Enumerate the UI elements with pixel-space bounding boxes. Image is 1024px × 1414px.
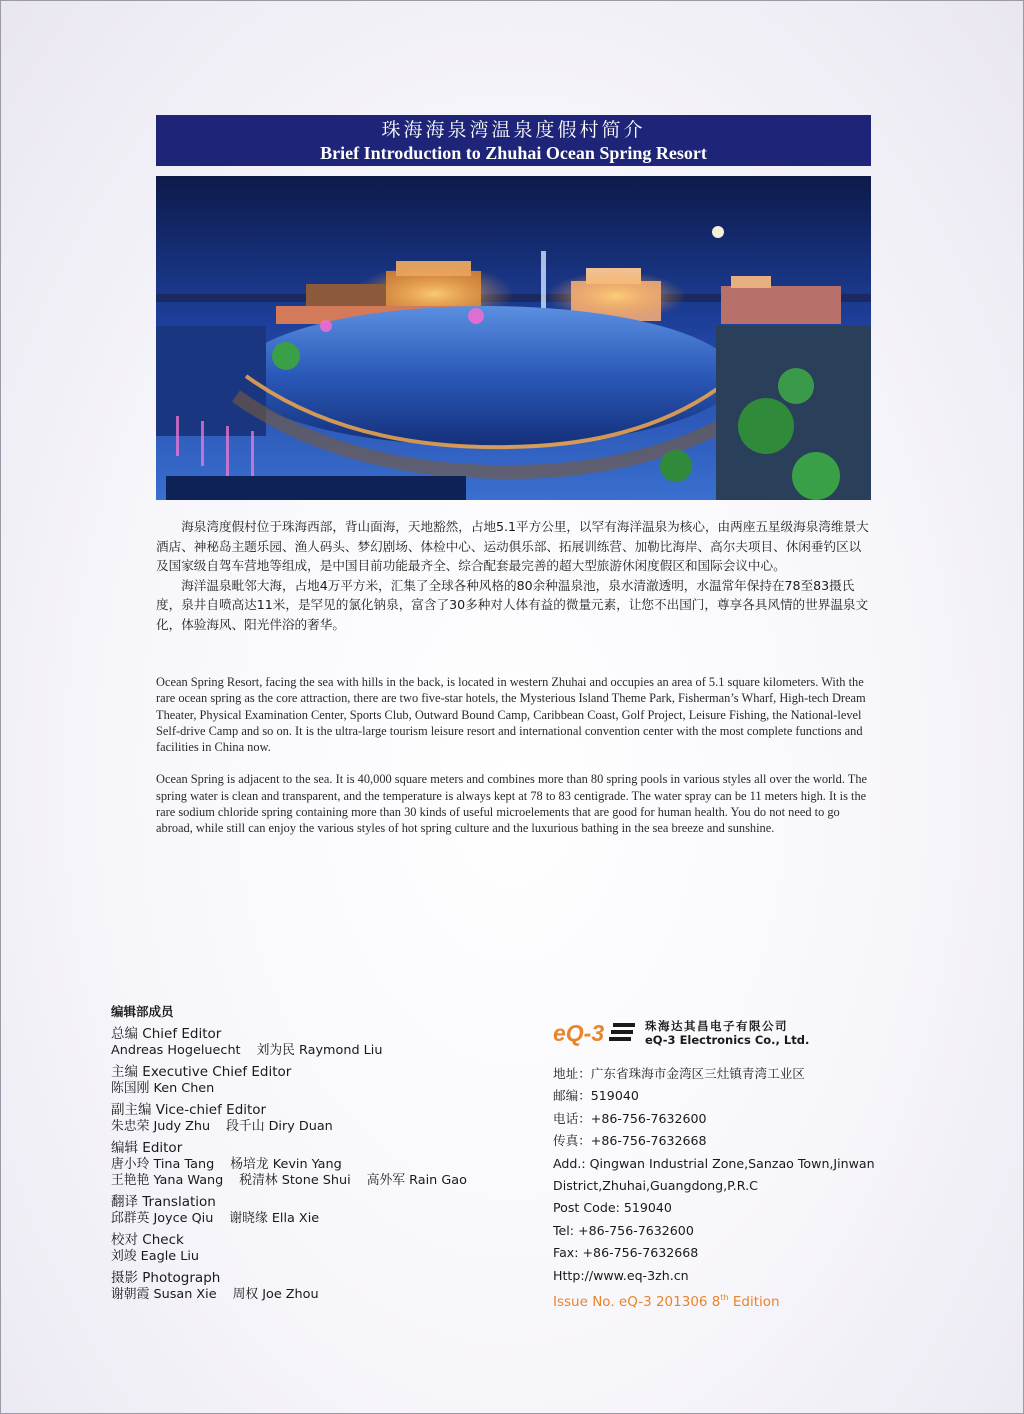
company-address-cn: 地址：广东省珠海市金湾区三灶镇青湾工业区 xyxy=(553,1066,805,1081)
company-address-en-2: District,Zhuhai,Guangdong,P.R.C xyxy=(553,1178,758,1194)
editorial-member-name: 谢朝霞 Susan Xie xyxy=(111,1287,217,1302)
editorial-member-name: 税清林 Stone Shui xyxy=(239,1173,351,1188)
issue-prefix: Issue No. eQ-3 201306 8 xyxy=(553,1294,721,1311)
editorial-group xyxy=(111,1063,531,1097)
editorial-names-row xyxy=(111,1157,531,1173)
editorial-names-row xyxy=(111,1249,531,1265)
editorial-member-name: 刘竣 Eagle Liu xyxy=(111,1249,200,1264)
intro-cn-paragraph: 海洋温泉毗邻大海，占地4万平方米，汇集了全球各种风格的80余种温泉池，泉水清澈透明，水温常年保持在78至83摄氏度，泉井自喷高达11米，是罕见的氯化钠泉，富含了30多种对人体有益的微量元素，让您不出国门，尊享各具风情的世界温泉文化，体验海风、阳光伴浴的奢华。 xyxy=(156,577,869,632)
editorial-team xyxy=(111,1003,531,1307)
intro-en-paragraph: Ocean Spring is adjacent to the sea. It is 40,000 square meters and combines more than 80 spring pools in various styles all over the world. The spring water is clean and transparent, and the temperature is always kept at 78 to 83 centigrade. The water spray can be 11 meters high. It is the rare sodium chloride spring containing more than 30 kinds of useful microelements that are good for human health. You do not need to go abroad, while still can enjoy the various styles of hot spring culture and the luxurious bathing in the sea breeze and sunshine. xyxy=(156,772,868,836)
editorial-group xyxy=(111,1139,531,1189)
company-logo-row xyxy=(553,1017,953,1049)
company-fax-en: Fax: +86-756-7632668 xyxy=(553,1245,699,1261)
company-address-en-1: Add.: Qingwan Industrial Zone,Sanzao Town,Jinwan xyxy=(553,1155,875,1171)
logo-letter-e: eQ-3 xyxy=(553,1020,605,1046)
editorial-role: 编辑 Editor xyxy=(111,1140,183,1156)
editorial-names-row xyxy=(111,1043,531,1059)
editorial-group xyxy=(111,1025,531,1059)
editorial-names-row xyxy=(111,1287,531,1303)
editorial-heading: 编辑部成员 xyxy=(111,1004,174,1019)
editorial-names-row xyxy=(111,1173,531,1189)
editorial-role: 摄影 Photograph xyxy=(111,1270,221,1286)
company-postcode-cn: 邮编：519040 xyxy=(553,1088,639,1104)
editorial-member-name: 段千山 Diry Duan xyxy=(226,1119,333,1134)
editorial-names-row xyxy=(111,1211,531,1227)
editorial-role: 校对 Check xyxy=(111,1232,184,1248)
editorial-group xyxy=(111,1101,531,1135)
editorial-role: 总编 Chief Editor xyxy=(111,1026,222,1042)
company-phone-cn: 电话：+86-756-7632600 xyxy=(553,1110,707,1126)
company-names xyxy=(645,1019,809,1047)
introduction-english xyxy=(156,674,871,837)
editorial-role: 主编 Executive Chief Editor xyxy=(111,1064,292,1080)
editorial-group xyxy=(111,1231,531,1265)
editorial-member-name: Andreas Hogeluecht xyxy=(111,1043,241,1058)
page-title-chinese: 珠海海泉湾温泉度假村简介 xyxy=(381,119,646,141)
company-fax-cn: 传真：+86-756-7632668 xyxy=(553,1133,707,1149)
issue-suffix: Edition xyxy=(728,1294,780,1311)
company-phone-en: Tel: +86-756-7632600 xyxy=(553,1222,694,1238)
editorial-role: 副主编 Vice-chief Editor xyxy=(111,1102,267,1118)
company-website-link[interactable]: Http://www.eq-3zh.cn xyxy=(553,1267,689,1283)
eq3-logo-icon xyxy=(553,1018,639,1048)
editorial-member-name: 朱忠荣 Judy Zhu xyxy=(111,1119,211,1134)
title-banner xyxy=(156,115,871,166)
editorial-group xyxy=(111,1269,531,1303)
resort-night-photo xyxy=(156,176,871,500)
editorial-member-name: 唐小玲 Tina Tang xyxy=(111,1157,215,1172)
page-title-english: Brief Introduction to Zhuhai Ocean Spring Resort xyxy=(320,143,707,163)
editorial-member-name: 高外军 Rain Gao xyxy=(366,1173,467,1188)
intro-cn-paragraph: 海泉湾度假村位于珠海西部，背山面海，天地豁然，占地5.1平方公里，以罕有海洋温泉为核心，由两座五星级海泉湾维景大酒店、神秘岛主题乐园、渔人码头、梦幻剧场、体检中心、运动俱乐部、拓展训练营、加勒比海岸、高尔夫项目、休闲垂钓区以及国家级自驾车营地等组成，是中国目前功能最齐全、综合配套最完善的超大型旅游休闲度假区和国际会议中心。 xyxy=(156,519,869,574)
company-name-chinese: 珠海达其昌电子有限公司 xyxy=(645,1019,788,1033)
editorial-member-name: 杨培龙 Kevin Yang xyxy=(230,1157,342,1172)
company-postcode-en: Post Code: 519040 xyxy=(553,1200,672,1216)
company-name-english: eQ-3 Electronics Co., Ltd. xyxy=(645,1033,810,1047)
editorial-member-name: 谢晓缘 Ella Xie xyxy=(229,1211,320,1226)
editorial-group xyxy=(111,1193,531,1227)
editorial-member-name: 周权 Joe Zhou xyxy=(232,1287,319,1302)
editorial-names-row xyxy=(111,1119,531,1135)
editorial-role: 翻译 Translation xyxy=(111,1194,216,1210)
editorial-member-name: 王艳艳 Yana Wang xyxy=(111,1173,224,1188)
intro-en-paragraph: Ocean Spring Resort, facing the sea with hills in the back, is located in western Zhuhai and occupies an area of 5.1 square kilometers. With the rare ocean spring as the core attraction, there are two five-star hotels, the Mysterious Island Theme Park, Fisherman’s Wharf, High-tech Dream Theater, Physical Examination Center, Sports Club, Outward Bound Camp, Caribbean Coast, Golf Project, Leisure Fishing, the National-level Self-drive Camp and so on. It is the ultra-large tourism leisure resort and international convention center with the most complete functions and facilities in China now. xyxy=(156,675,866,755)
editorial-member-name: 刘为民 Raymond Liu xyxy=(256,1043,383,1058)
company-info xyxy=(553,1017,953,1313)
editorial-groups xyxy=(111,1025,531,1303)
introduction-chinese xyxy=(156,517,871,635)
editorial-member-name: 邱群英 Joyce Qiu xyxy=(111,1211,214,1226)
editorial-member-name: 陈国刚 Ken Chen xyxy=(111,1081,215,1096)
issue-ordinal: th xyxy=(720,1293,729,1303)
editorial-names-row xyxy=(111,1081,531,1097)
issue-number xyxy=(553,1287,953,1313)
